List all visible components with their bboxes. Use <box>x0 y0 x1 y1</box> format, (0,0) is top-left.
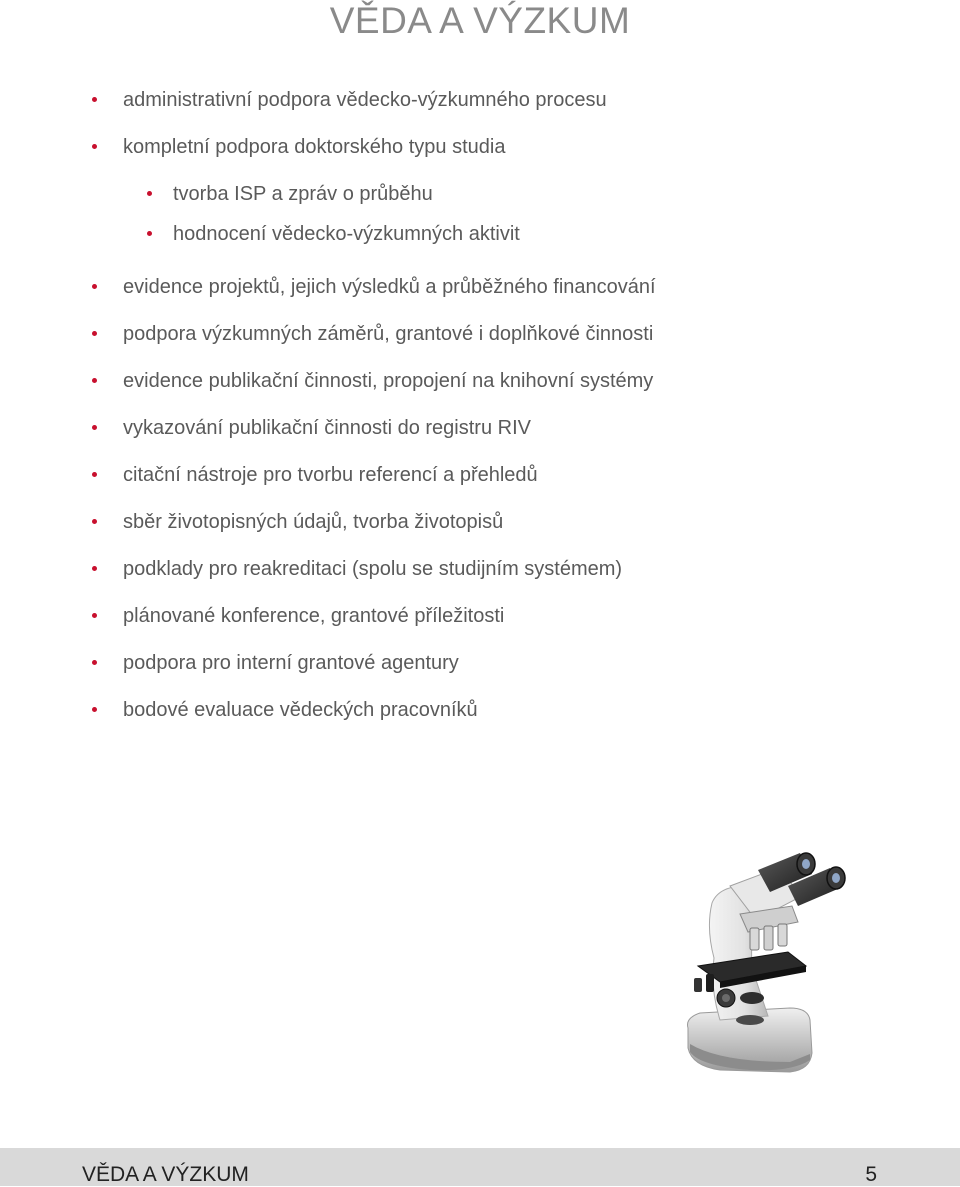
list-item <box>123 510 503 534</box>
list-item-text: evidence publikační činnosti, propojení na knihovní systémy <box>123 370 654 392</box>
list-item <box>123 651 459 675</box>
list-item-text: kompletní podpora doktorského typu studia <box>123 136 506 158</box>
page-title: VĚDA A VÝZKUM <box>329 0 631 41</box>
list-item-text: hodnocení vědecko-výzkumných aktivit <box>173 223 520 245</box>
page-number: 5 <box>865 1163 877 1186</box>
list-item <box>123 463 538 487</box>
sub-list-item <box>173 182 433 206</box>
bullet-icon <box>92 144 97 149</box>
list-item-text: podklady pro reakreditaci (spolu se studijním systémem) <box>123 558 623 580</box>
bullet-icon <box>92 284 97 289</box>
list-item <box>123 369 653 393</box>
list-item-text: bodové evaluace vědeckých pracovníků <box>123 699 478 721</box>
bullet-icon <box>92 378 97 383</box>
list-item <box>123 604 504 628</box>
bullet-icon <box>92 472 97 477</box>
bullet-icon <box>92 97 97 102</box>
list-item-text: podpora výzkumných záměrů, grantové i doplňkové činnosti <box>123 323 654 345</box>
list-item-text: tvorba ISP a zpráv o průběhu <box>173 183 433 205</box>
list-item-text: podpora pro interní grantové agentury <box>123 652 459 674</box>
list-item <box>123 322 653 346</box>
bullet-icon <box>92 425 97 430</box>
list-item <box>123 135 505 159</box>
sub-list-item <box>173 222 520 246</box>
bullet-icon <box>147 231 152 236</box>
list-item-text: sběr životopisných údajů, tvorba životopisů <box>123 511 504 533</box>
bullet-icon <box>92 660 97 665</box>
bullet-icon <box>92 519 97 524</box>
list-item <box>123 275 656 299</box>
list-item <box>123 698 478 722</box>
list-item-text: evidence projektů, jejich výsledků a průběžného financování <box>123 276 656 298</box>
list-item-text: administrativní podpora vědecko-výzkumného procesu <box>123 89 607 111</box>
footer-section-title: VĚDA A VÝZKUM <box>82 1163 249 1186</box>
bullet-icon <box>92 707 97 712</box>
list-item-text: vykazování publikační činnosti do registru RIV <box>123 417 531 439</box>
bullet-icon <box>92 331 97 336</box>
list-item <box>123 557 622 581</box>
bullet-icon <box>147 191 152 196</box>
list-item <box>123 416 531 440</box>
bullet-icon <box>92 613 97 618</box>
list-item-text: plánované konference, grantové příležitosti <box>123 605 505 627</box>
list-item-text: citační nástroje pro tvorbu referencí a přehledů <box>123 464 538 486</box>
bullet-icon <box>92 566 97 571</box>
list-item <box>123 88 607 112</box>
microscope-icon <box>680 848 855 1078</box>
